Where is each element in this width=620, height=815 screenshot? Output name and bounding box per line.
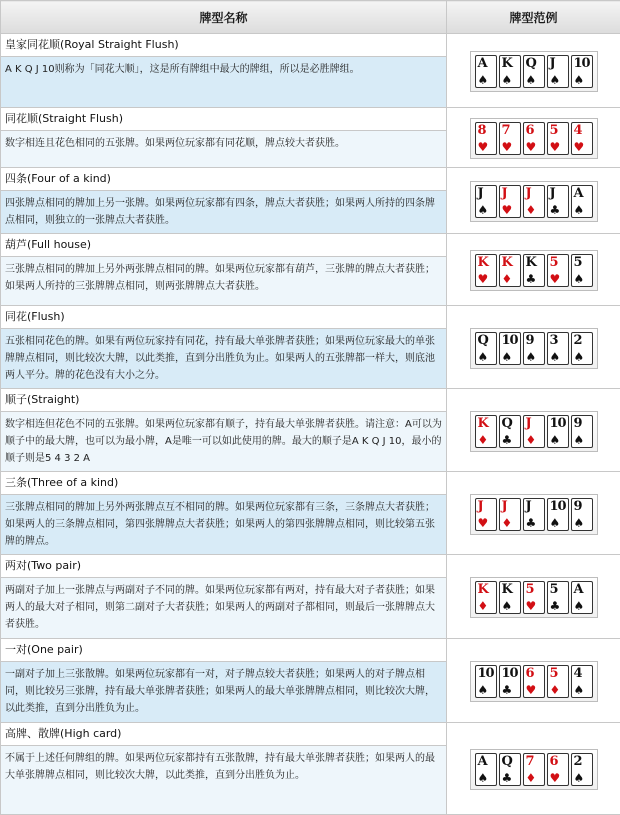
playing-card xyxy=(571,185,593,218)
hand-rule-text: 五张相同花色的牌。如果有两位玩家持有同花，持有最大单张牌者获胜；如果两位玩家最大的单张牌牌点相同，则比较次大牌，以此类推，直到分出胜负为止。如果两人的五张牌都一样大，则底池两人平分。牌的花色没有大小之分。 xyxy=(1,329,446,388)
playing-card xyxy=(547,122,569,155)
hand-description-cell xyxy=(1,108,447,168)
playing-card xyxy=(499,581,521,614)
hand-name: 同花顺(Straight Flush) xyxy=(1,108,446,131)
heart-icon: ♥ xyxy=(550,772,561,784)
spade-icon: ♠ xyxy=(574,434,585,446)
hand-name: 两对(Two pair) xyxy=(1,555,446,578)
card-rank: J xyxy=(526,417,531,430)
card-rank: 10 xyxy=(478,667,494,680)
playing-card xyxy=(475,332,497,365)
club-icon: ♣ xyxy=(526,517,537,529)
card-hand xyxy=(470,661,598,702)
playing-card xyxy=(499,185,521,218)
heart-icon: ♥ xyxy=(550,141,561,153)
card-rank: K xyxy=(502,57,512,70)
table-row xyxy=(1,306,620,389)
heart-icon: ♥ xyxy=(502,204,513,216)
card-rank: Q xyxy=(502,417,512,430)
playing-card xyxy=(523,55,545,88)
card-rank: K xyxy=(502,256,512,269)
hand-name: 皇家同花顺(Royal Straight Flush) xyxy=(1,34,446,57)
playing-card xyxy=(475,254,497,287)
hand-name: 高牌、散牌(High card) xyxy=(1,723,446,746)
card-hand xyxy=(470,749,598,790)
card-rank: J xyxy=(550,187,555,200)
hand-rule-text: 数字相连且花色相同的五张牌。如果两位玩家都有同花顺，牌点较大者获胜。 xyxy=(1,131,446,156)
playing-card xyxy=(547,498,569,531)
card-rank: Q xyxy=(526,57,536,70)
card-rank: 7 xyxy=(502,124,510,137)
hand-description-cell xyxy=(1,34,447,108)
table-row xyxy=(1,234,620,306)
playing-card xyxy=(523,753,545,786)
playing-card xyxy=(547,332,569,365)
playing-card xyxy=(571,753,593,786)
card-rank: 5 xyxy=(550,667,558,680)
hand-example-cell xyxy=(447,306,620,389)
card-rank: 10 xyxy=(502,667,518,680)
spade-icon: ♠ xyxy=(550,74,561,86)
card-hand xyxy=(470,118,598,159)
playing-card xyxy=(499,415,521,448)
card-rank: A xyxy=(574,187,583,200)
table-body xyxy=(1,34,620,815)
heart-icon: ♥ xyxy=(574,141,585,153)
heart-icon: ♥ xyxy=(478,141,489,153)
diamond-icon: ♦ xyxy=(502,273,513,285)
card-hand xyxy=(470,250,598,291)
card-rank: 6 xyxy=(526,667,534,680)
card-rank: 9 xyxy=(526,334,534,347)
hand-rule-text: 不属于上述任何牌组的牌。如果两位玩家都持有五张散牌，持有最大单张牌者获胜；如果两人的最大单张牌牌点相同，则比较次大牌，以此类推，直到分出胜负为止。 xyxy=(1,746,446,788)
hand-example-cell xyxy=(447,472,620,555)
playing-card xyxy=(571,581,593,614)
hand-description-cell xyxy=(1,639,447,723)
table-row xyxy=(1,723,620,815)
playing-card xyxy=(571,55,593,88)
hand-name: 四条(Four of a kind) xyxy=(1,168,446,191)
card-rank: 10 xyxy=(550,500,566,513)
card-rank: 5 xyxy=(550,124,558,137)
playing-card xyxy=(547,665,569,698)
hand-description-cell xyxy=(1,555,447,639)
hand-example-cell xyxy=(447,555,620,639)
card-rank: J xyxy=(526,500,531,513)
club-icon: ♣ xyxy=(550,204,561,216)
card-rank: K xyxy=(478,417,488,430)
heart-icon: ♥ xyxy=(526,141,537,153)
card-rank: J xyxy=(478,187,483,200)
spade-icon: ♠ xyxy=(502,600,513,612)
diamond-icon: ♦ xyxy=(526,204,537,216)
hand-name: 同花(Flush) xyxy=(1,306,446,329)
playing-card xyxy=(547,415,569,448)
card-hand xyxy=(470,51,598,92)
diamond-icon: ♦ xyxy=(478,434,489,446)
card-hand xyxy=(470,577,598,618)
heart-icon: ♥ xyxy=(526,684,537,696)
diamond-icon: ♦ xyxy=(478,600,489,612)
club-icon: ♣ xyxy=(502,772,513,784)
card-hand xyxy=(470,328,598,369)
hand-rule-text: 一副对子加上三张散牌。如果两位玩家都有一对，对子牌点较大者获胜；如果两人的对子牌点相同，则比较另三张牌，持有最大单张牌者获胜；如果两人的最大单张牌牌点相同，则比较次大牌，以此类推，直到分出胜负为止。 xyxy=(1,662,446,721)
card-rank: 10 xyxy=(550,417,566,430)
card-rank: 9 xyxy=(574,500,582,513)
hand-example-cell xyxy=(447,34,620,108)
playing-card xyxy=(499,665,521,698)
card-rank: 2 xyxy=(574,755,582,768)
hand-name: 三条(Three of a kind) xyxy=(1,472,446,495)
playing-card xyxy=(475,55,497,88)
hand-description-cell xyxy=(1,723,447,815)
spade-icon: ♠ xyxy=(574,273,585,285)
hand-rule-text: A K Q J 10则称为「同花大顺」，这是所有牌组中最大的牌组，所以是必胜牌组。 xyxy=(1,57,446,82)
hand-description-cell xyxy=(1,234,447,306)
playing-card xyxy=(547,55,569,88)
spade-icon: ♠ xyxy=(550,351,561,363)
table-row xyxy=(1,108,620,168)
playing-card xyxy=(571,254,593,287)
card-rank: 4 xyxy=(574,124,582,137)
card-rank: 5 xyxy=(574,256,582,269)
heart-icon: ♥ xyxy=(478,517,489,529)
card-rank: J xyxy=(502,187,507,200)
card-rank: 9 xyxy=(574,417,582,430)
card-rank: Q xyxy=(478,334,488,347)
card-rank: 7 xyxy=(526,755,534,768)
table-row xyxy=(1,168,620,234)
hand-rule-text: 数字相连但花色不同的五张牌。如果两位玩家都有顺子，持有最大单张牌者获胜。请注意：A可以为顺子中的最大牌，也可以为最小牌，A是唯一可以如此使用的牌。最大的顺子是A K Q J 10，最小的顺子则是5 4 3 2 A xyxy=(1,412,446,471)
hand-name: 顺子(Straight) xyxy=(1,389,446,412)
card-rank: J xyxy=(478,500,483,513)
spade-icon: ♠ xyxy=(574,772,585,784)
playing-card xyxy=(499,55,521,88)
hand-example-cell xyxy=(447,234,620,306)
card-hand xyxy=(470,181,598,222)
card-rank: K xyxy=(478,583,488,596)
card-rank: 6 xyxy=(526,124,534,137)
hand-example-cell xyxy=(447,639,620,723)
card-rank: 5 xyxy=(550,583,558,596)
diamond-icon: ♦ xyxy=(502,517,513,529)
playing-card xyxy=(475,415,497,448)
table-row xyxy=(1,389,620,472)
card-rank: 2 xyxy=(574,334,582,347)
hand-name: 一对(One pair) xyxy=(1,639,446,662)
playing-card xyxy=(571,498,593,531)
hand-rule-text: 三张牌点相同的牌加上另外两张牌点互不相同的牌。如果两位玩家都有三条，三条牌点大者获胜；如果两人的三条牌点相同，第四张牌牌点大者获胜；如果两人的第四张牌牌点相同，则比较第五张牌的牌点。 xyxy=(1,495,446,554)
club-icon: ♣ xyxy=(502,684,513,696)
column-header-hand-example: 牌型范例 xyxy=(447,1,620,34)
card-rank: 8 xyxy=(478,124,486,137)
card-rank: 5 xyxy=(526,583,534,596)
heart-icon: ♥ xyxy=(478,273,489,285)
table-header-row xyxy=(1,1,620,34)
card-rank: Q xyxy=(502,755,512,768)
card-rank: J xyxy=(502,500,507,513)
hand-example-cell xyxy=(447,389,620,472)
club-icon: ♣ xyxy=(526,273,537,285)
playing-card xyxy=(571,332,593,365)
card-hand xyxy=(470,494,598,535)
hand-description-cell xyxy=(1,389,447,472)
hand-example-cell xyxy=(447,723,620,815)
heart-icon: ♥ xyxy=(550,273,561,285)
playing-card xyxy=(547,753,569,786)
playing-card xyxy=(499,498,521,531)
table-row xyxy=(1,639,620,723)
heart-icon: ♥ xyxy=(526,600,537,612)
card-rank: K xyxy=(502,583,512,596)
playing-card xyxy=(547,185,569,218)
playing-card xyxy=(499,753,521,786)
spade-icon: ♠ xyxy=(478,772,489,784)
playing-card xyxy=(475,498,497,531)
table-row xyxy=(1,34,620,108)
card-rank: K xyxy=(526,256,536,269)
spade-icon: ♠ xyxy=(574,517,585,529)
playing-card xyxy=(523,332,545,365)
playing-card xyxy=(499,332,521,365)
playing-card xyxy=(571,665,593,698)
card-rank: 6 xyxy=(550,755,558,768)
playing-card xyxy=(571,415,593,448)
hand-description-cell xyxy=(1,168,447,234)
playing-card xyxy=(523,415,545,448)
card-hand xyxy=(470,411,598,452)
playing-card xyxy=(523,665,545,698)
club-icon: ♣ xyxy=(502,434,513,446)
club-icon: ♣ xyxy=(550,600,561,612)
playing-card xyxy=(475,753,497,786)
spade-icon: ♠ xyxy=(574,351,585,363)
card-rank: J xyxy=(526,187,531,200)
playing-card xyxy=(571,122,593,155)
spade-icon: ♠ xyxy=(574,600,585,612)
spade-icon: ♠ xyxy=(502,351,513,363)
playing-card xyxy=(523,581,545,614)
playing-card xyxy=(523,122,545,155)
spade-icon: ♠ xyxy=(550,517,561,529)
spade-icon: ♠ xyxy=(478,74,489,86)
card-rank: 3 xyxy=(550,334,558,347)
spade-icon: ♠ xyxy=(478,684,489,696)
spade-icon: ♠ xyxy=(502,74,513,86)
hand-rule-text: 三张牌点相同的牌加上另外两张牌点相同的牌。如果两位玩家都有葫芦，三张牌的牌点大者获胜；如果两人所持的三张牌牌点相同，则两张牌牌点大者获胜。 xyxy=(1,257,446,299)
spade-icon: ♠ xyxy=(574,204,585,216)
playing-card xyxy=(475,185,497,218)
column-header-hand-name: 牌型名称 xyxy=(1,1,447,34)
card-rank: 5 xyxy=(550,256,558,269)
hand-rule-text: 四张牌点相同的牌加上另一张牌。如果两位玩家都有四条，牌点大者获胜；如果两人所持的四条牌点相同，则独立的一张牌点大者获胜。 xyxy=(1,191,446,233)
card-rank: 4 xyxy=(574,667,582,680)
playing-card xyxy=(499,254,521,287)
spade-icon: ♠ xyxy=(526,351,537,363)
hand-description-cell xyxy=(1,306,447,389)
card-rank: A xyxy=(478,755,487,768)
playing-card xyxy=(523,185,545,218)
hand-example-cell xyxy=(447,168,620,234)
playing-card xyxy=(547,254,569,287)
card-rank: J xyxy=(550,57,555,70)
spade-icon: ♠ xyxy=(574,684,585,696)
card-rank: K xyxy=(478,256,488,269)
playing-card xyxy=(475,122,497,155)
hand-example-cell xyxy=(447,108,620,168)
spade-icon: ♠ xyxy=(478,351,489,363)
card-rank: A xyxy=(574,583,583,596)
playing-card xyxy=(523,254,545,287)
card-rank: 10 xyxy=(574,57,590,70)
diamond-icon: ♦ xyxy=(526,434,537,446)
card-rank: A xyxy=(478,57,487,70)
card-rank: 10 xyxy=(502,334,518,347)
diamond-icon: ♦ xyxy=(550,684,561,696)
playing-card xyxy=(523,498,545,531)
heart-icon: ♥ xyxy=(502,141,513,153)
playing-card xyxy=(499,122,521,155)
playing-card xyxy=(547,581,569,614)
table-row xyxy=(1,555,620,639)
playing-card xyxy=(475,665,497,698)
hand-description-cell xyxy=(1,472,447,555)
hand-name: 葫芦(Full house) xyxy=(1,234,446,257)
spade-icon: ♠ xyxy=(550,434,561,446)
spade-icon: ♠ xyxy=(526,74,537,86)
hand-rule-text: 两副对子加上一张牌点与两副对子不同的牌。如果两位玩家都有两对，持有最大对子者获胜；如果两人的最大对子相同，则第二副对子大者获胜；如果两人的两副对子都相同，则最后一张牌牌点大者获胜。 xyxy=(1,578,446,637)
diamond-icon: ♦ xyxy=(526,772,537,784)
table-row xyxy=(1,472,620,555)
spade-icon: ♠ xyxy=(478,204,489,216)
spade-icon: ♠ xyxy=(574,74,585,86)
playing-card xyxy=(475,581,497,614)
